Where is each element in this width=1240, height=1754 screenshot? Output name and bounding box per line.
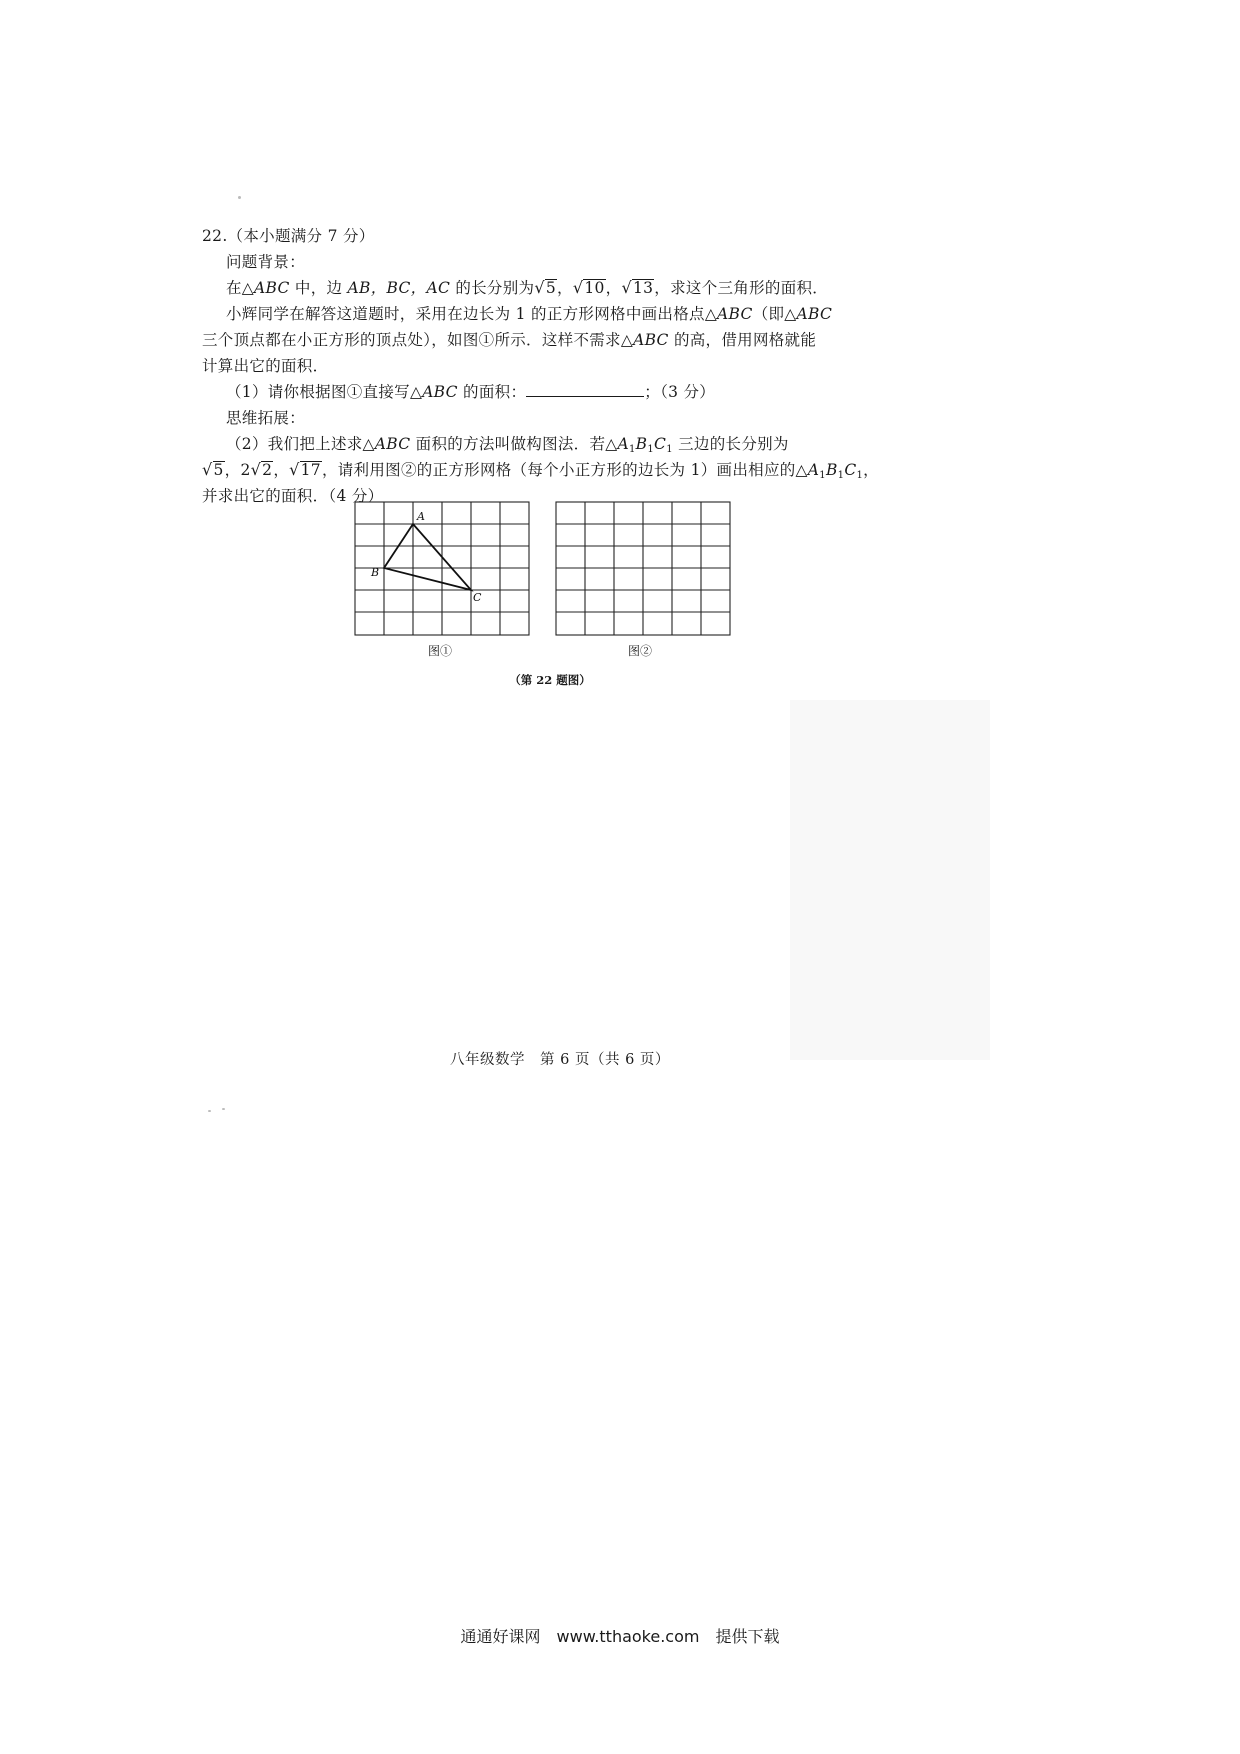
triangle-abc <box>384 524 471 590</box>
scan-speck <box>208 1110 211 1112</box>
sub-question-2-end: 并求出它的面积．（4 分） <box>202 487 384 505</box>
sub-question-2: （2）我们把上述求△ABC 面积的方法叫做构图法．若$\triangle A_1B_1C_1$ 三边的长分别为 <box>226 435 789 455</box>
sub-question-1: （1）请你根据图①直接写△ABC 的面积： ；（3 分） <box>226 383 716 401</box>
vertex-label-b: B <box>371 566 380 579</box>
scan-speck <box>238 196 241 199</box>
scan-shadow <box>790 700 990 1060</box>
figure-1-caption: 图① <box>427 644 452 658</box>
question-intro: 在△ABC 中，边 AB，BC，AC 的长分别为√5，√10，√13，求这个三角形的面积． <box>226 278 829 297</box>
page-footer: 八年级数学 第 6 页（共 6 页） <box>450 1052 670 1068</box>
vertex-label-a: A <box>417 510 425 523</box>
paragraph-method-cont: 三个顶点都在小正方形的顶点处），如图①所示．这样不需求△ABC 的高，借用网格就能 <box>202 331 817 349</box>
background-label: 问题背景： <box>226 253 306 271</box>
vertex-label-c: C <box>473 591 482 604</box>
sub-question-2-cont: √5，2√2，√17，请利用图②的正方形网格（每个小正方形的边长为 1）画出相应的$\triangle A_1B_1C_1$， <box>202 460 879 481</box>
figure-1-grid <box>354 501 536 641</box>
paragraph-method: 小辉同学在解答这道题时，采用在边长为 1 的正方形网格中画出格点△ABC（即△ABC <box>226 305 833 323</box>
figure-group-caption: （第 22 题图） <box>509 673 591 687</box>
extension-label: 思维拓展： <box>226 409 306 427</box>
question-header: 22.（本小题满分 7 分） <box>202 227 375 245</box>
paragraph-method-end: 计算出它的面积． <box>202 357 329 375</box>
figure-2-grid <box>555 501 737 641</box>
scan-speck <box>222 1108 225 1110</box>
site-credit: 通通好课网 www.tthaoke.com 提供下载 <box>460 1627 780 1646</box>
answer-blank[interactable] <box>526 382 644 397</box>
figure-2-caption: 图② <box>627 644 652 658</box>
